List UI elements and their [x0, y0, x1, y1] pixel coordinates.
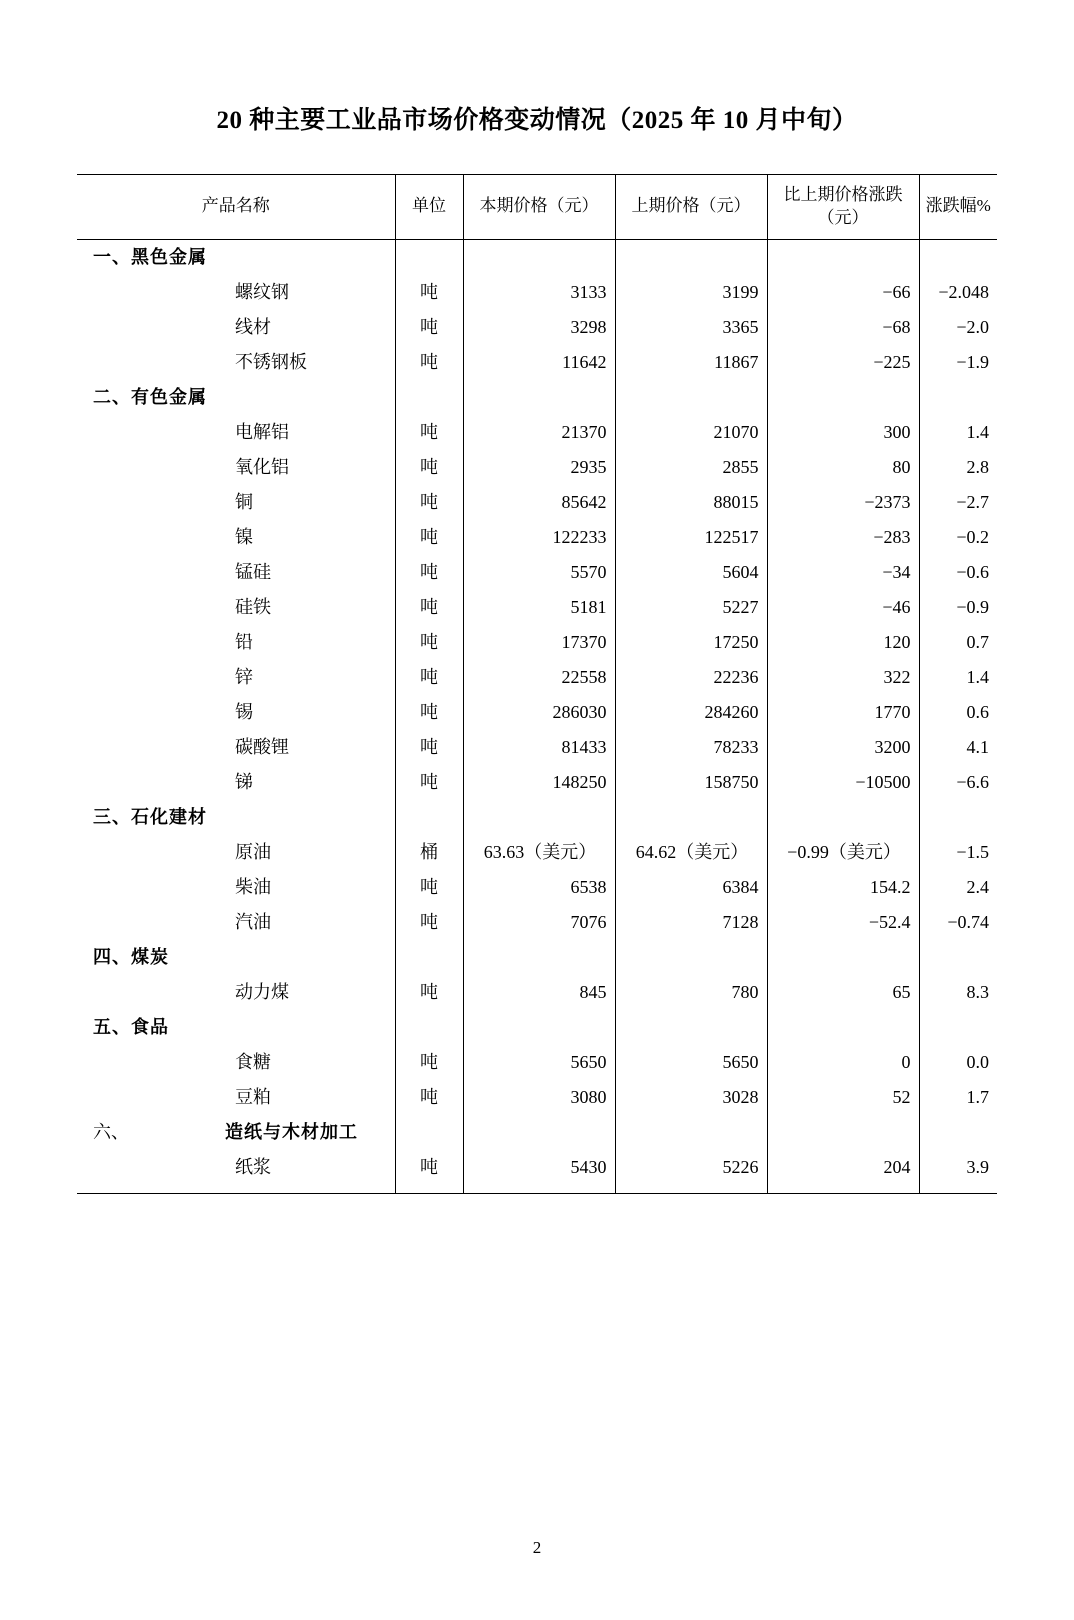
document-page	[0, 100, 1074, 1620]
cell-current-price: 286030	[463, 695, 615, 730]
table-row	[77, 345, 997, 380]
cell-change-percent: 2.4	[919, 870, 997, 905]
cell-price-change: 300	[767, 415, 919, 450]
cell-product-name: 铜	[235, 491, 253, 512]
column-header-previous-price: 上期价格（元）	[615, 175, 767, 240]
cell-unit: 吨	[395, 450, 463, 485]
cell-current-price: 6538	[463, 870, 615, 905]
empty-cell	[767, 800, 919, 835]
cell-change-percent: 0.7	[919, 625, 997, 660]
cell-previous-price: 122517	[615, 520, 767, 555]
table-row	[77, 835, 997, 870]
cell-change-percent: 3.9	[919, 1150, 997, 1194]
cell-previous-price: 64.62（美元）	[615, 835, 767, 870]
cell-current-price: 85642	[463, 485, 615, 520]
cell-current-price: 3133	[463, 275, 615, 310]
cell-price-change: 120	[767, 625, 919, 660]
cell-unit: 吨	[395, 555, 463, 590]
cell-product-name: 不锈钢板	[235, 351, 307, 372]
cell-price-change: 0	[767, 1045, 919, 1080]
cell-current-price: 81433	[463, 730, 615, 765]
cell-change-percent: −1.5	[919, 835, 997, 870]
cell-current-price: 5430	[463, 1150, 615, 1194]
cell-unit: 吨	[395, 1045, 463, 1080]
cell-product-name: 锰硅	[235, 561, 271, 582]
empty-cell	[463, 1115, 615, 1150]
cell-unit: 吨	[395, 1080, 463, 1115]
cell-current-price: 21370	[463, 415, 615, 450]
cell-previous-price: 780	[615, 975, 767, 1010]
cell-previous-price: 88015	[615, 485, 767, 520]
column-header-unit: 单位	[395, 175, 463, 240]
table-row	[77, 1080, 997, 1115]
cell-product-name: 豆粕	[235, 1086, 271, 1107]
cell-unit: 吨	[395, 695, 463, 730]
cell-unit: 吨	[395, 1150, 463, 1194]
cell-current-price: 22558	[463, 660, 615, 695]
cell-price-change: 52	[767, 1080, 919, 1115]
cell-unit: 吨	[395, 765, 463, 800]
cell-product-name: 氧化铝	[235, 456, 289, 477]
cell-current-price: 17370	[463, 625, 615, 660]
cell-price-change: −52.4	[767, 905, 919, 940]
cell-product-name: 电解铝	[235, 421, 289, 442]
category-name: 造纸与木材加工	[225, 1121, 358, 1142]
table-category-row	[77, 1115, 997, 1150]
category-label	[77, 940, 395, 975]
cell-change-percent: −2.7	[919, 485, 997, 520]
empty-cell	[463, 1010, 615, 1045]
empty-cell	[395, 239, 463, 275]
empty-cell	[767, 239, 919, 275]
table-row	[77, 695, 997, 730]
cell-price-change: 204	[767, 1150, 919, 1194]
cell-change-percent: −6.6	[919, 765, 997, 800]
page-title: 20 种主要工业品市场价格变动情况（2025 年 10 月中旬）	[216, 107, 858, 134]
cell-change-percent: −0.9	[919, 590, 997, 625]
table-row	[77, 905, 997, 940]
cell-unit: 吨	[395, 975, 463, 1010]
cell-product-name: 锑	[235, 771, 253, 792]
cell-price-change: −66	[767, 275, 919, 310]
cell-previous-price: 22236	[615, 660, 767, 695]
cell-unit: 吨	[395, 520, 463, 555]
cell-previous-price: 11867	[615, 345, 767, 380]
cell-change-percent: 1.4	[919, 660, 997, 695]
industrial-price-table	[77, 174, 997, 1194]
cell-unit: 吨	[395, 310, 463, 345]
cell-product-name: 硅铁	[235, 596, 271, 617]
table-row	[77, 485, 997, 520]
cell-previous-price: 17250	[615, 625, 767, 660]
cell-price-change: −46	[767, 590, 919, 625]
cell-change-percent: 0.0	[919, 1045, 997, 1080]
table-row	[77, 765, 997, 800]
cell-product-name: 铅	[235, 631, 253, 652]
cell-price-change: −10500	[767, 765, 919, 800]
column-header-product-name: 产品名称	[77, 175, 395, 240]
cell-previous-price: 158750	[615, 765, 767, 800]
empty-cell	[919, 940, 997, 975]
empty-cell	[395, 940, 463, 975]
category-name: 一、黑色金属	[93, 246, 207, 267]
cell-previous-price: 3365	[615, 310, 767, 345]
cell-product-name: 镍	[235, 526, 253, 547]
table-header	[77, 175, 997, 240]
table-category-row	[77, 239, 997, 275]
cell-current-price: 5570	[463, 555, 615, 590]
cell-current-price: 5650	[463, 1045, 615, 1080]
cell-change-percent: −2.048	[919, 275, 997, 310]
cell-current-price: 7076	[463, 905, 615, 940]
cell-product-name: 碳酸锂	[235, 736, 289, 757]
column-header-current-price: 本期价格（元）	[463, 175, 615, 240]
category-label	[77, 239, 395, 275]
cell-product-name: 汽油	[235, 911, 271, 932]
column-header-price-change: 比上期价格涨跌（元）	[767, 175, 919, 240]
cell-current-price: 148250	[463, 765, 615, 800]
cell-change-percent: 2.8	[919, 450, 997, 485]
cell-previous-price: 7128	[615, 905, 767, 940]
category-name: 四、煤炭	[93, 946, 169, 967]
empty-cell	[615, 239, 767, 275]
cell-current-price: 11642	[463, 345, 615, 380]
empty-cell	[395, 1115, 463, 1150]
table-row	[77, 415, 997, 450]
empty-cell	[919, 1115, 997, 1150]
cell-current-price: 5181	[463, 590, 615, 625]
table-row	[77, 625, 997, 660]
cell-price-change: 322	[767, 660, 919, 695]
empty-cell	[395, 800, 463, 835]
cell-unit: 吨	[395, 415, 463, 450]
table-row	[77, 590, 997, 625]
table-row	[77, 555, 997, 590]
table-category-row	[77, 800, 997, 835]
cell-price-change: −225	[767, 345, 919, 380]
table-body	[77, 239, 997, 1194]
cell-change-percent: 0.6	[919, 695, 997, 730]
table-row	[77, 520, 997, 555]
table-row	[77, 275, 997, 310]
table-row	[77, 450, 997, 485]
table-row	[77, 310, 997, 345]
cell-previous-price: 2855	[615, 450, 767, 485]
cell-unit: 桶	[395, 835, 463, 870]
cell-product-name: 食糖	[235, 1051, 271, 1072]
cell-unit: 吨	[395, 590, 463, 625]
cell-price-change: 65	[767, 975, 919, 1010]
cell-change-percent: −1.9	[919, 345, 997, 380]
cell-current-price: 63.63（美元）	[463, 835, 615, 870]
table-row	[77, 870, 997, 905]
cell-previous-price: 3028	[615, 1080, 767, 1115]
cell-change-percent: 8.3	[919, 975, 997, 1010]
cell-change-percent: −0.6	[919, 555, 997, 590]
cell-price-change: −0.99（美元）	[767, 835, 919, 870]
empty-cell	[615, 940, 767, 975]
empty-cell	[463, 380, 615, 415]
category-number: 六、	[93, 1121, 129, 1142]
empty-cell	[615, 1115, 767, 1150]
category-name: 五、食品	[93, 1016, 169, 1037]
category-label	[77, 1010, 395, 1045]
cell-unit: 吨	[395, 275, 463, 310]
cell-unit: 吨	[395, 345, 463, 380]
category-name: 三、石化建材	[93, 806, 207, 827]
empty-cell	[615, 380, 767, 415]
empty-cell	[395, 380, 463, 415]
column-header-change-percent: 涨跌幅%	[919, 175, 997, 240]
empty-cell	[919, 1010, 997, 1045]
cell-current-price: 845	[463, 975, 615, 1010]
cell-unit: 吨	[395, 485, 463, 520]
cell-change-percent: −2.0	[919, 310, 997, 345]
cell-product-name: 原油	[235, 841, 271, 862]
cell-change-percent: 1.4	[919, 415, 997, 450]
cell-previous-price: 6384	[615, 870, 767, 905]
empty-cell	[919, 239, 997, 275]
table-row	[77, 730, 997, 765]
empty-cell	[767, 380, 919, 415]
cell-unit: 吨	[395, 660, 463, 695]
table-category-row	[77, 380, 997, 415]
cell-unit: 吨	[395, 625, 463, 660]
cell-unit: 吨	[395, 905, 463, 940]
table-category-row	[77, 1010, 997, 1045]
cell-price-change: 80	[767, 450, 919, 485]
cell-price-change: −283	[767, 520, 919, 555]
cell-unit: 吨	[395, 870, 463, 905]
cell-product-name: 锌	[235, 666, 253, 687]
cell-previous-price: 5226	[615, 1150, 767, 1194]
table-row	[77, 975, 997, 1010]
empty-cell	[767, 1115, 919, 1150]
table-category-row	[77, 940, 997, 975]
cell-product-name: 线材	[235, 316, 271, 337]
cell-price-change: 3200	[767, 730, 919, 765]
empty-cell	[919, 800, 997, 835]
cell-previous-price: 21070	[615, 415, 767, 450]
cell-price-change: −2373	[767, 485, 919, 520]
category-label	[77, 380, 395, 415]
cell-price-change: 154.2	[767, 870, 919, 905]
empty-cell	[463, 940, 615, 975]
cell-product-name: 锡	[235, 701, 253, 722]
cell-product-name: 动力煤	[235, 981, 289, 1002]
page-number: 2	[532, 1538, 542, 1557]
cell-price-change: 1770	[767, 695, 919, 730]
category-label	[77, 800, 395, 835]
cell-change-percent: 1.7	[919, 1080, 997, 1115]
cell-previous-price: 78233	[615, 730, 767, 765]
cell-change-percent: −0.2	[919, 520, 997, 555]
cell-change-percent: 4.1	[919, 730, 997, 765]
cell-product-name: 纸浆	[77, 1150, 395, 1194]
cell-product-name: 螺纹钢	[235, 281, 289, 302]
cell-previous-price: 284260	[615, 695, 767, 730]
empty-cell	[767, 1010, 919, 1045]
empty-cell	[767, 940, 919, 975]
table-row	[77, 660, 997, 695]
cell-product-name: 柴油	[235, 876, 271, 897]
empty-cell	[615, 1010, 767, 1045]
category-name: 二、有色金属	[93, 386, 207, 407]
cell-unit: 吨	[395, 730, 463, 765]
cell-previous-price: 5227	[615, 590, 767, 625]
empty-cell	[919, 380, 997, 415]
table-header-row	[77, 175, 997, 240]
cell-change-percent: −0.74	[919, 905, 997, 940]
cell-current-price: 122233	[463, 520, 615, 555]
cell-previous-price: 5604	[615, 555, 767, 590]
empty-cell	[463, 239, 615, 275]
cell-previous-price: 3199	[615, 275, 767, 310]
table-row	[77, 1150, 997, 1194]
cell-price-change: −34	[767, 555, 919, 590]
table-row	[77, 1045, 997, 1080]
cell-previous-price: 5650	[615, 1045, 767, 1080]
category-label	[77, 1115, 395, 1150]
cell-current-price: 3080	[463, 1080, 615, 1115]
cell-current-price: 2935	[463, 450, 615, 485]
empty-cell	[395, 1010, 463, 1045]
empty-cell	[615, 800, 767, 835]
cell-current-price: 3298	[463, 310, 615, 345]
empty-cell	[463, 800, 615, 835]
cell-price-change: −68	[767, 310, 919, 345]
